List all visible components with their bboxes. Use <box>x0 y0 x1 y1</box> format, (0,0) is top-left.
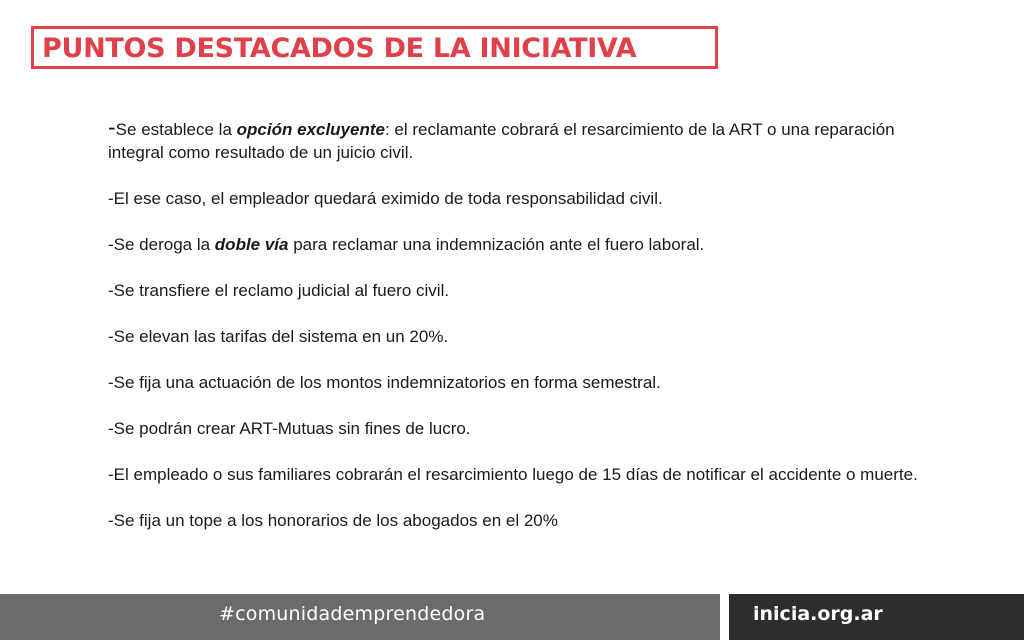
bullet-text: -El ese caso, el empleador quedará eximido de toda responsabilidad civil. <box>108 189 663 208</box>
bullet-item <box>108 325 938 348</box>
bullet-item <box>108 417 938 440</box>
bullet-text: -Se fija un tope a los honorarios de los abogados en el 20% <box>108 511 558 530</box>
bullet-text: -Se podrán crear ART-Mutuas sin fines de lucro. <box>108 419 471 438</box>
bullet-text: Se establece la <box>115 120 237 139</box>
bullet-text: -Se elevan las tarifas del sistema en un 20%. <box>108 327 449 346</box>
bullet-list <box>108 116 938 555</box>
bullet-item <box>108 463 938 486</box>
emphasis-text: doble vía <box>214 235 289 254</box>
bullet-item <box>108 371 938 394</box>
footer-site-bar <box>729 594 1024 640</box>
bullet-text: -Se fija una actuación de los montos indemnizatorios en forma semestral. <box>108 373 661 392</box>
emphasis-text: opción excluyente <box>236 120 385 139</box>
title-box <box>31 26 718 69</box>
bullet-text: -Se deroga la <box>108 235 215 254</box>
bullet-text: -Se transfiere el reclamo judicial al fuero civil. <box>108 281 450 300</box>
bullet-text: para reclamar una indemnización ante el fuero laboral. <box>288 235 705 254</box>
bullet-text: : el reclamante cobrará el resarcimiento de la ART o una reparación integral como resultado de un juicio civil. <box>108 120 895 162</box>
bullet-dash: - <box>108 114 116 140</box>
footer-hashtag-bar <box>0 594 720 640</box>
bullet-item <box>108 279 938 302</box>
bullet-item <box>108 187 938 210</box>
bullet-item <box>108 233 938 256</box>
bullet-text: -El empleado o sus familiares cobrarán el resarcimiento luego de 15 días de notificar el accidente o muerte. <box>108 465 918 484</box>
bullet-item <box>108 509 938 532</box>
bullet-item <box>108 116 938 164</box>
page-title: PUNTOS DESTACADOS DE LA INICIATIVA <box>42 33 637 64</box>
footer-site: inicia.org.ar <box>753 603 883 625</box>
footer-hashtag: #comunidademprendedora <box>219 603 486 625</box>
